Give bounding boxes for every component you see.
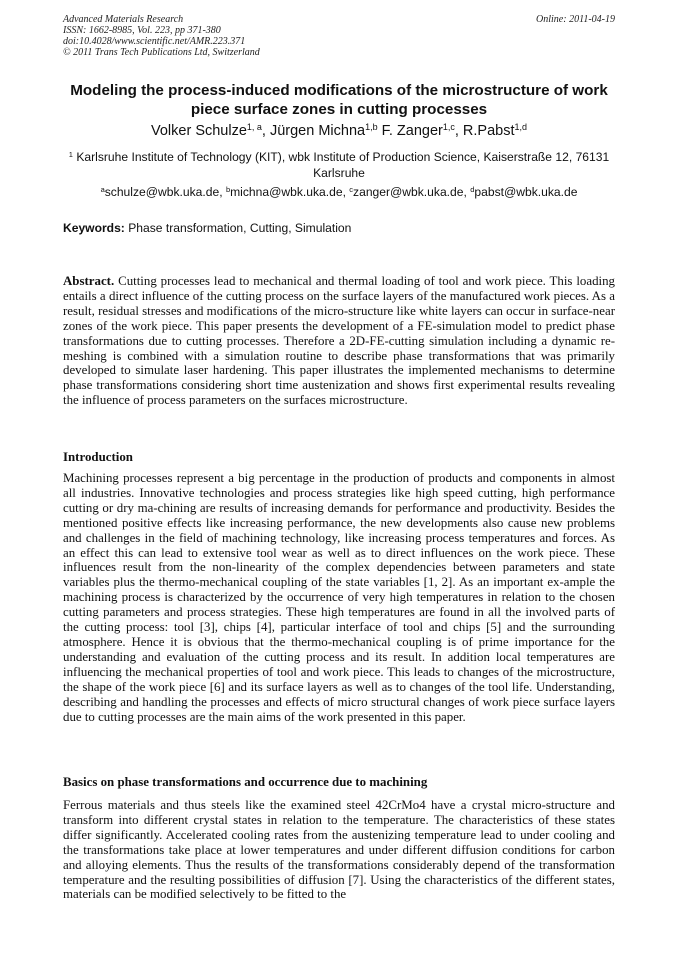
issn-line: ISSN: 1662-8985, Vol. 223, pp 371-380 xyxy=(63,25,221,36)
copyright-line: © 2011 Trans Tech Publications Ltd, Switzerland xyxy=(63,47,260,58)
keywords xyxy=(63,220,615,236)
author-list xyxy=(63,122,615,140)
email: $^c$zanger@wbk.uka.de, xyxy=(349,184,471,199)
email: $^a$schulze@wbk.uka.de, xyxy=(100,184,226,199)
author: Jürgen Michna$^{1,b}$ xyxy=(269,122,378,139)
journal-name: Advanced Materials Research xyxy=(63,14,184,25)
abstract-text: Cutting processes lead to mechanical and thermal loading of tool and work piece. This loading entails a direct influence of the cutting process on the surface layers of the manufactured work pieces. As a result, residual stresses and modifications of the micro-structure like white layers can occur in surface-near zones of the work piece. This paper presents the development of a FE-simulation model to predict phase transformations due to cutting processes. Therefore a 2D-FE-cutting simulation including a dynamic re-meshing is combined with a simulation routine to describe phase transformations that was primarily developed to simulate laser hardening. This paper illustrates the implemented mechanisms to determine phase transformations considering short time austenization and shows first experimental results revealing the influence of process parameters on the surfaces microstructure. xyxy=(63,274,615,408)
email: $^b$michna@wbk.uka.de, xyxy=(225,184,350,199)
online-date: Online: 2011-04-19 xyxy=(536,14,615,25)
abstract-label: Abstract. xyxy=(63,274,115,288)
publication-header xyxy=(63,14,615,58)
introduction-heading: Introduction xyxy=(63,450,133,464)
introduction-body: Machining processes represent a big percentage in the production of products and components in almost all industries. Innovative technologies and process strategies like high speed cutting, high performance cutting or dry ma-chining are results of increasing demands for performance and productivity. Besides the mentioned positive effects like increasing performance, the new developments also cause new problems and challenges in the field of machining technology, like increasing process temperatures and forces. As an effect this can lead to extensive tool wear as well as to direct influences on the work piece. These influences result from the non-linearity of the complex dependencies between parameters and state variables plus the thermo-mechanical coupling of the state variables [1, 2]. As an important ex-ample the machining process is characterized by the occurrence of very high temperatures in relation to the chosen cutting parameters and process strategies. These high temperatures are found in all the involved parts of the cutting process: tool [3], chips [4], particular interface of tool and chips [5] and the surrounding atmosphere. Hence it is obvious that the thermo-mechanical coupling is of prime importance for the understanding and evaluation of the cutting process and its result. In addition local temperatures are influencing the mechanical properties of tool and work piece. This leads to changes of the microstructure, the shape of the work piece [6] and its surface layers as well as to changes of the tool life. Understanding, describing and handling the processes and effects of micro structural changes of work piece surface layers due to cutting processes are the main aims of the work presented in this paper. xyxy=(63,471,615,724)
affiliation-number: 1 xyxy=(68,149,73,159)
author: R.Pabst$^{1,d}$ xyxy=(462,122,528,139)
email-list xyxy=(63,184,615,200)
paper-title: Modeling the process-induced modifications of the microstructure of work piece surface zones in cutting processes xyxy=(70,82,608,118)
keywords-label: Keywords: xyxy=(63,221,125,235)
keywords-text: Phase transformation, Cutting, Simulation xyxy=(128,221,352,235)
affiliation-text: Karlsruhe Institute of Technology (KIT), wbk Institute of Production Science, Kaiserstraße 12, 76131 Karlsruhe xyxy=(76,150,610,180)
affiliation xyxy=(63,149,615,181)
author: F. Zanger$^{1,c}$, xyxy=(381,122,463,139)
basics-heading: Basics on phase transformations and occurrence due to machining xyxy=(63,775,428,789)
basics-body: Ferrous materials and thus steels like the examined steel 42CrMo4 have a crystal micro-structure and transform into different crystal states in relation to the temperature. The characteristics of these states differ significantly. Accelerated cooling rates from the austenizing temperature lead to under cooling and the transformations take place at lower temperatures and under different diffusion conditions for carbon and alloying elements. Thus the results of the transformations considerably depend of the transformation temperature and the resulting possibilities of diffusion [7]. Using the characteristics of the different states, materials can be modified selectively to be fitted to the xyxy=(63,798,615,902)
author: Volker Schulze$^{1, a}$, xyxy=(150,122,270,139)
email: $^d$pabst@wbk.uka.de xyxy=(470,184,578,199)
doi-line: doi:10.4028/www.scientific.net/AMR.223.371 xyxy=(63,36,246,47)
abstract xyxy=(63,274,615,408)
